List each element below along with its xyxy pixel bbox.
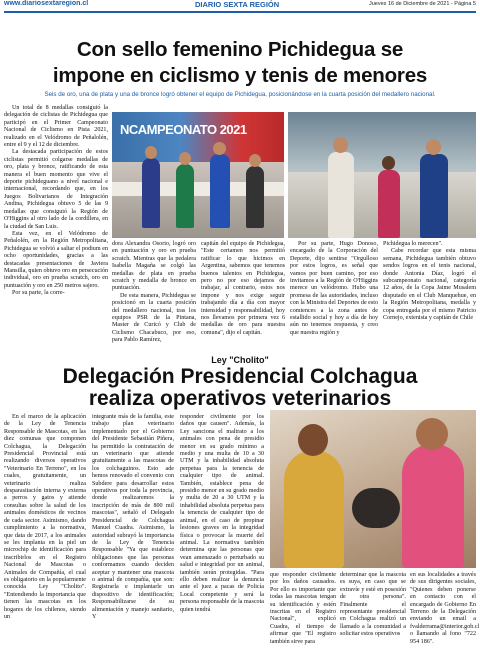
article2-col5-text: determinar que la mascota es suya, en caso que se extravíe y esté en posesión de otra persona". Finalmente el representante presidencial en Colchagua realizó un llamado a la comunidad a solicitar estos operativos — [340, 572, 406, 638]
cyclist-figure — [142, 158, 160, 228]
article2-col3-text: responder civilmente por los daños que causen". Además, la Ley sanciona el maltrato a los animales con pena de presidio menor en su grado mínimo a medio y una multa de 10 a 30 UTM y la inhabilidad absoluta perpetua para la tenencia de cualquier tipo de animal. También, establece pena de presidio menor en su grado medio y multa de 20 a 30 UTM y la inhabilidad absoluta perpetua para la tenencia de cualquier tipo de animal, en el caso de propinar lesiones graves en la integridad física o provocar la muerte del animal. La normativa también determina que las personas que vean amenazado o perturbado su salud e integridad por un animal, también serán protegidas. "Para ello deben realizar la denuncia ante el juez a pacas de Policía Local competente y será la persona responsable de la mascota quien tendrá — [180, 414, 264, 613]
newspaper-name: DIARIO SEXTA REGIÓN — [195, 0, 280, 9]
person-figure — [328, 152, 354, 238]
article2-col6-text: en sus localidades a través de sus dirigentes sociales, "Quienes deben ponerse en contacto con el encargado de Gobierno En Terreno de la Delegación enviando un email a fvalderrama@interior.gob.cl o llamando al fono "722 954 186". — [410, 572, 480, 645]
cyclist-figure — [210, 154, 230, 228]
article2-column-2 — [92, 414, 174, 666]
tennis-player-figure — [378, 170, 400, 238]
article1-column-2 — [112, 241, 196, 344]
page-header — [0, 0, 480, 10]
article1-col1-p3: Esta vez, en el Velódromo de Peñalolén, en la Región Metropolitana, Pichidegua se volvió a saltar el podium en ocho oportunidades, gracias a las destacadas presentaciones de Javiera Mansilla, quien obtuvo oro en persecución individual, oro en prueba scratch, oro en puntuación y oro en 250 metros sajero. — [4, 230, 108, 289]
article1-col1-p4: Por su parte, la corre- — [12, 290, 65, 297]
photo-banner-text: NCAMPEONATO 2021 — [120, 122, 247, 137]
header-rule — [4, 11, 476, 13]
article1-col1-p2: La destacada participación de estos ciclistas permitió colgarse medallas de oro, plata y bronce, ratificando de esta manera el buen momento que vive el deporte pichideguano a nivel nacional e internacional, recordando que, en los Juegos Bolivarianos de Integración Andina, Pichidegua obtuvo 5 de las 9 medallas que consiguió la Región de O'Higgins al otro lado de la cordillera, en la ciudad de San Luis. — [4, 149, 108, 230]
article2-title-line1: Delegación Presidencial Colchagua — [62, 365, 418, 388]
article1-col5-p1: Pichidegua lo merecen". — [383, 241, 443, 247]
veterinary-operation-photo — [270, 410, 476, 568]
article1-title-line1: Con sello femenino Pichidegua se — [76, 38, 404, 61]
article2-column-4 — [270, 572, 336, 668]
article1-col1-p1: Un total de 8 medallas consiguió la delegación de ciclistas de Pichidegua que participó en el Primer Campeonato Nacional de Ciclismo en Pista 2021, realizado en el Velódromo de Peñalolén, entre el 9 y el 12 de diciembre. — [4, 105, 108, 149]
article2-col1-text: En el marco de la aplicación de la Ley de Tenencia Responsable de Mascotas, en las diez comunas que componen Colchagua, la Delegación Presidencial Provincial está realizando diversos operativos "Veterinario En Terreno", en los cuales, gratuitamente, un veterinario realiza desparasitación interna y externa a perros y gatos y atiende consultas sobre la salud de los animales domésticos de vecinos de cada sector. Asimismo, dando cumplimiento a la normativa, que data de 2017, a los animales se les implanta en la piel un microchip de identificación para inscribirlos en el Registro Nacional de Mascotas o Animales de Compañía, el cual es obligatorio en la popularmente conocida Ley "Cholito". "Entendiendo la importancia que tienen las mascotas en los hogares de los chilenos, siendo un — [4, 414, 86, 620]
article1-column-4 — [290, 241, 378, 335]
page-date: Jueves 16 de Diciembre de 2021 - Página 5 — [368, 1, 476, 7]
cyclists-podium-photo — [112, 112, 284, 238]
article2-column-5 — [340, 572, 406, 668]
article1-column-1 — [4, 105, 108, 333]
article1-col4-text: Por su parte, Hugo Donoso, encargado de la Corporación del Deporte, dijo sentirse "Orgulloso por estos logros, es señal que vamos por buen camino, por eso invitamos a la Región de O'Higgins merece un velódromo. Hubo una promesa de las autoridades, incluso con la Ministra del Deportes de esto comiences a la zona antes de estallido social y hoy a día de hoy aún no tenemos respuesta, y creo que nuestra región y — [290, 241, 378, 336]
site-url: www.diariosextaregion.cl — [4, 0, 89, 7]
veterinarian-figure — [402, 444, 464, 568]
article2-col2-text: integrante más de la familia, este trabajo plan veterinario implementado por el Gobierno del Presidente Sebastián Piñera, ha permitido la contratación de un veterinario que atiende gratuitamente a las mascotas de los colchaguinos. Esto ade hemos renovado el convenio con Subdere para desarrollar estos operativos por toda la provincia, donde realizaremos la inscripción de más de 800 mil mascotas", señaló el Delegado Presidencial de Colchagua Manuel Cuadra. Asimismo, la autoridad subrayó la importancia de la Ley de Tenencia Responsable "Ya que establece obligaciones que las personas conformamos cuando deciden aceptar y mantener una mascota o animal de compañía, que son: Registrarla e implantarle un dispositivo de identificación; Responsabilizarse de su alimentación y manejo sanitario, Y — [92, 414, 174, 620]
article1-col2-p1: dora Alexandra Osorio, logró oro en puntuación y oro en prueba scratch. Mientras que la pedalera Isabella Magaña se colgó las medallas de plata en prueba scratch y medalla de bronce en puntuación. — [112, 241, 196, 292]
article1-title-line2: impone en ciclismo y tenis de menores — [52, 64, 428, 87]
article2-kicker: Ley "Cholito" — [211, 355, 269, 365]
article1-col3-text: capitán del equipo de Pichidegua, "Este certamen nos permitió ratificar lo que hicimos en Argentina, sabemos que tenemos buenos talentos en Pichidegua, pero no por eso dejamos de trabajar, al contrario, estos nos impone y nos exige seguir trabajando día a día con mayor intensidad y responsabilidad, hoy nos llevamos por primera vez 6 medallas de oro para nuestra comuna", dijo el capitán. — [201, 241, 285, 336]
article2-column-3 — [180, 414, 264, 666]
article1-column-3 — [201, 241, 285, 335]
cyclist-figure — [246, 166, 264, 228]
person-figure — [420, 154, 448, 238]
tennis-player-photo — [288, 112, 476, 238]
article1-column-5 — [383, 241, 476, 335]
article1-col5-p2: Cabe recordar que esta misma semana, Pichidegua también obtuvo sendos logros en el tenis nacional, donde Antonia Díaz, logró el subcampeonato nacional, categoría 12 años, de la Copa Jaime Musalem disputado en el Club Manquehue, en la Región Metropolitana, medalla y copa entregada por el mismo Patricio Cornejo, extenista y capitán de Chile — [383, 248, 476, 322]
article1-subtitle: Seis de oro, una de plata y una de bronce logró obtener el equipo de Pichidegua, posicionándose en la cuarta posición del medallero nacional. — [44, 91, 436, 98]
article1-col2-p2: De esta manera, Pichidegua se posicionó en la cuarta posición del medallero nacional, tras los equipos PSR de la Pintana, Master de Curicó y Club de Ciclismo Chacabuco, por eso, para Pablo Ramírez, — [112, 292, 196, 344]
article2-col4-text: que responder civilmente por los daños causados. Por ello es importante que todas las mascotas tengan su identificación y estén inscritas en el Registro Nacional", explicó Cuadra, el tiempo de afirmar que "El registro también sirve para — [270, 572, 336, 645]
person-figure — [284, 450, 344, 568]
article2-column-6 — [410, 572, 480, 668]
article2-title-line2: realiza operativos veterinarios — [88, 387, 392, 410]
article2-column-1 — [4, 414, 86, 666]
cyclist-figure — [176, 164, 194, 228]
dog-figure — [352, 488, 400, 528]
